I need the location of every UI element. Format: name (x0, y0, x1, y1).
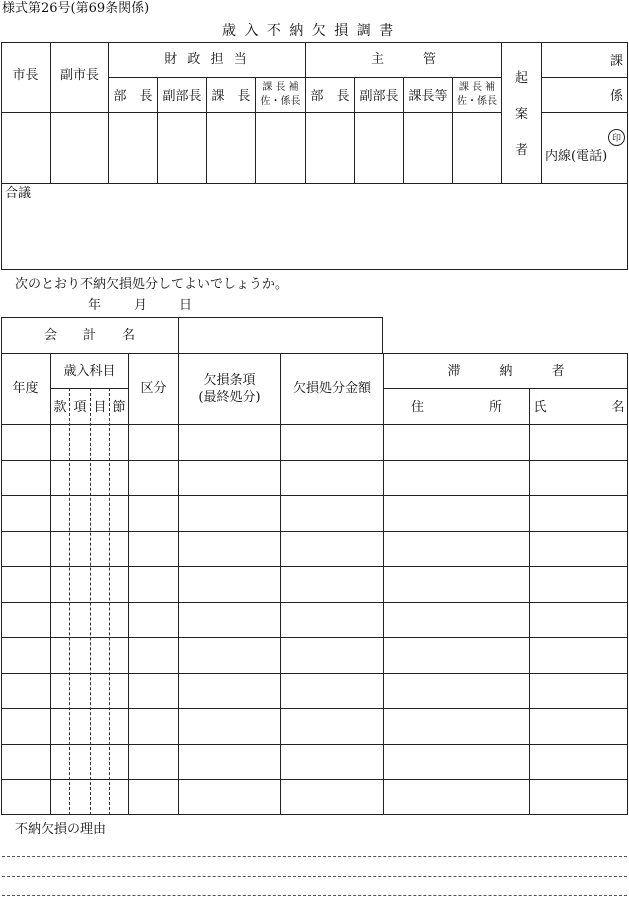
account-name-value[interactable] (179, 318, 382, 353)
manager-col-section-chief: 課長等 (408, 89, 448, 104)
header-delinquent: 滞 納 者 (447, 364, 565, 379)
header-category: 区分 (140, 381, 167, 396)
document-title: 歳 入 不 納 欠 損 調 書 (222, 23, 396, 39)
manager-col-assistant-line1: 課 長 補 (458, 82, 496, 93)
manager-col-deputy-director: 副部長 (359, 89, 399, 104)
finance-col-assistant-line2: 佐・係長 (260, 96, 301, 107)
header-subject-moku: 目 (93, 400, 107, 415)
mayor-label: 市長 (12, 68, 39, 83)
reason-line-3[interactable] (2, 895, 627, 896)
finance-col-deputy-director: 副部長 (162, 89, 202, 104)
account-name-label: 会 計 名 (43, 328, 135, 343)
drafter-char-2: 案 (514, 107, 528, 122)
deputy-mayor-label: 副市長 (59, 68, 99, 83)
header-subject-kan: 款 (53, 400, 67, 415)
finance-col-director: 部 長 (113, 89, 153, 104)
date-month-label: 月 (134, 298, 148, 313)
manager-group-label: 主 管 (370, 52, 436, 67)
header-amount: 欠損処分金額 (292, 381, 371, 396)
finance-group-label: 財 政 担 当 (164, 52, 250, 67)
header-revenue-subject: 歳入科目 (63, 364, 116, 379)
manager-col-assistant-line2: 佐・係長 (457, 96, 497, 107)
reason-label: 不納欠損の理由 (15, 822, 107, 837)
header-clause-line1: 欠損条項 (203, 373, 256, 388)
drafter-char-1: 起 (514, 71, 528, 86)
consultation-label: 合議 (5, 186, 32, 201)
manager-col-director: 部 長 (310, 89, 350, 104)
detail-table (1, 353, 628, 815)
section-label: 課 (610, 54, 624, 69)
seal-mark: 印 (608, 129, 625, 146)
date-day-label: 日 (179, 298, 193, 313)
form-number-label: 様式第26号(第69条関係) (2, 1, 150, 16)
header-fiscal-year: 年度 (12, 381, 39, 396)
date-year-label: 年 (88, 298, 102, 313)
header-subject-setsu: 節 (112, 400, 126, 415)
header-address: 住 所 (410, 400, 502, 415)
header-clause-line2: (最終処分) (198, 390, 261, 405)
extension-phone-label: 内線(電話) (545, 149, 608, 164)
header-subject-kou: 項 (73, 400, 87, 415)
finance-col-section-chief: 課 長 (211, 89, 251, 104)
drafter-char-3: 者 (514, 143, 528, 158)
subsection-label: 係 (610, 89, 624, 104)
reason-line-2[interactable] (2, 876, 627, 877)
finance-col-assistant-line1: 課 長 補 (262, 82, 299, 93)
header-name: 氏 名 (533, 400, 625, 415)
request-text: 次のとおり不納欠損処分してよいでしょうか。 (15, 277, 289, 292)
reason-line-1[interactable] (2, 856, 627, 857)
